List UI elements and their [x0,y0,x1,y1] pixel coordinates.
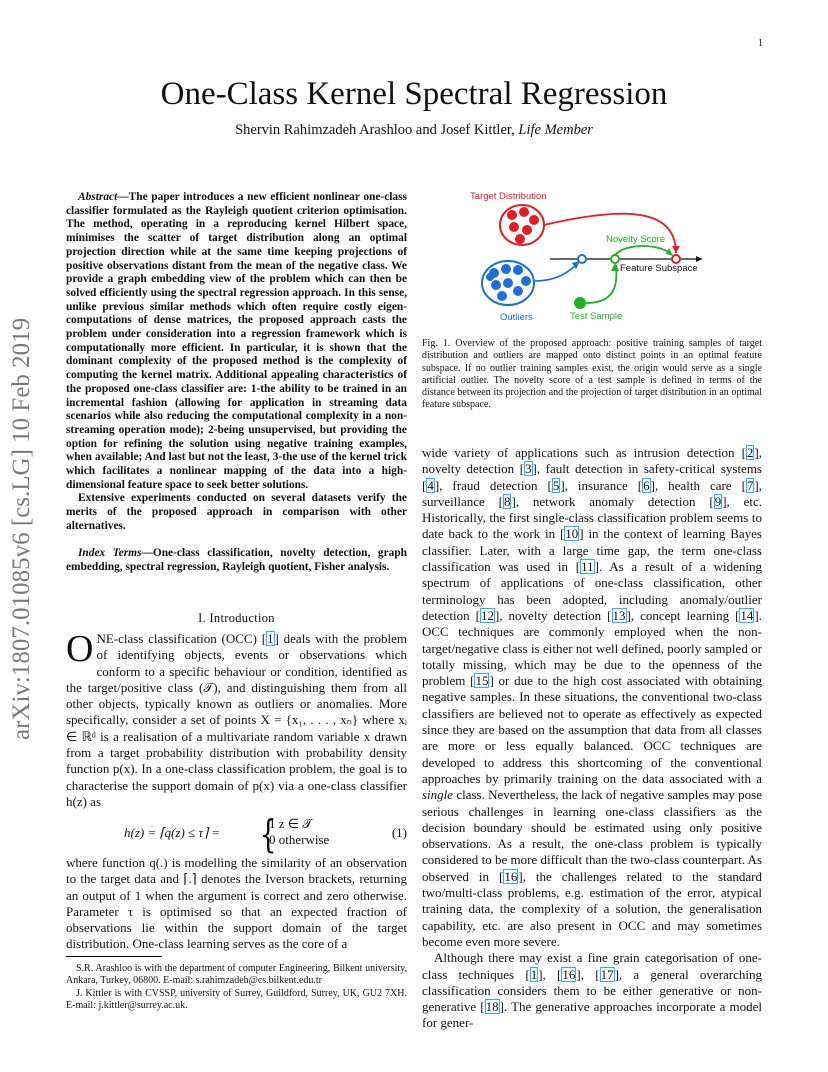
figure-label-subspace: Feature Subspace [620,263,698,274]
test-sample-point [574,297,586,309]
citation-link[interactable]: 13 [612,607,626,623]
intro-paragraph-1: ONE-class classification (OCC) [1] deals with the problem of identifying objects, events or observations which conform to a specific behaviour or condition, identified as the target/positive class (𝒯), and distinguishing them from all other objects, typically known as outliers or anomalies. More specifically, consider a set of points X = {x₁, . . . , xₙ} where xᵢ ∈ ℝᵈ is a realisation of a multivariate random variable x drawn from a target probability distribution with probability density function p(x). In a one-class classification problem, the goal is to characterise the support domain of p(x) via a one-class classifier h(z) as [66,628,408,809]
index-terms [66,547,407,574]
abstract [66,191,407,534]
citation-link[interactable]: 1 [530,966,538,982]
section-heading: I. Introduction [198,611,275,625]
footnote-2: J. Kittler is with CVSSP, university of Surrey, Guildford, Surrey, UK, GU2 7XH. E-mail: j.kittler@surrey.ac.uk. [66,987,407,1011]
index-terms-label: Index Terms [78,547,142,559]
equation-number: (1) [391,825,407,840]
equation-lhs: h(z) = ⌈q(z) ≤ τ⌉ = [124,825,221,840]
intro-text: NE-class classification (OCC) [96,631,262,646]
citation-link[interactable]: 5 [552,477,560,493]
citation-link[interactable]: 3 [525,461,532,477]
intro-paragraph-2: where function q(.) is modelling the similarity of an observation to the target data and ⌈.⌉ denotes the Iverson brackets, returning an output of 1 when the argument is correct and zero otherwise. Parameter τ is optimised so that an expected fraction of observations lie within the support domain of the target distribution. One-class learning serves as the core of a [66,855,407,952]
abstract-label: Abstract [78,191,118,203]
abstract-text: —The paper introduces a new efficient nonlinear one-class classifier formulated as the Rayleigh quotient criterion optimisation. The method, operating in a reproducing kernel Hilbert space, minimises the scatter of target distribution along an optimal projection direction while at the same time keeping projections of positive observations distant from the mean of the negative class. We provide a graph embedding view of the problem which can then be solved efficiently using the spectral regression approach. In this sense, unlike previous similar methods which often require costly eigen-computations of dense matrices, the proposed approach casts the problem under consideration into a regression framework which is computationally more efficient. In particular, it is shown that the dominant complexity of the proposed method is the complexity of computing the kernel matrix. Additional appealing characteristics of the proposed one-class classifier are: 1-the ability to be trained in an incremental fashion (allowing for application in streaming data scenarios while also reducing the computational complexity in a non-streaming operation mode); 2-being unsupervised, but providing the option for refining the solution using negative training examples, when available; And last but not the least, 3-the use of the kernel trick which facilitates a nonlinear mapping of the data into a high-dimensional feature space to seek better solutions. [66,191,407,491]
figure-label-test: Test Sample [570,311,623,322]
citation-link[interactable]: 9 [714,493,722,509]
outlier-points [486,264,531,301]
figure-1 [440,185,760,335]
citation-link[interactable]: 16 [562,966,576,982]
target-projection [672,255,680,263]
index-terms-text: —One-class classification, novelty detection, graph embedding, spectral regression, Rayleigh quotient, Fisher analysis. [66,547,407,573]
citation-link[interactable]: 18 [485,999,499,1015]
abstract-text-2: Extensive experiments conducted on several datasets verify the merits of the proposed approach in comparison with other alternatives. [66,492,407,532]
author-line [0,122,828,139]
paper-title: One-Class Kernel Spectral Regression [160,76,668,112]
equation-case-1: 1 z ∈ 𝒯 [269,816,313,831]
equation-brace: { [259,812,277,856]
footnote-1: S.R. Arashloo is with the department of computer Engineering, Bilkent university, Ankara, Turkey, 06800. E-mail: s.rahimzadeh@cs.bilkent.edu.tr [66,963,407,987]
citation-link[interactable]: 16 [504,868,518,884]
page-number: 1 [758,38,763,49]
equation-case-2: 0 otherwise [269,832,330,847]
citation-link[interactable]: 4 [427,477,434,493]
right-column [422,445,762,1032]
intro-text: deals with the problem of identifying objects, events or observations which conform to a specific behaviour or condition, identified as the target/positive class (𝒯), and distinguishing them from all other objects, typically known as outliers or anomalies. More specifically, consider a set of points X = {x₁, . . . , xₙ} where xᵢ ∈ ℝᵈ is a realisation of a multivariate random variable x drawn from a target probability distribution with probability density function p(x). In a one-class classification problem, the goal is to characterise the support domain of p(x) via a one-class classifier h(z) as [66,631,408,809]
figure-label-novelty: Novelty Score [606,234,666,245]
citation-link[interactable]: 6 [643,477,650,493]
citation-link[interactable]: 2 [746,445,754,460]
citation-link[interactable]: 1 [267,631,274,646]
right-paragraph-2: Although there may exist a fine grain categorisation of one-class techniques [1], [16], [17], a general overarching classification considers them to be either generative or non-generative [18]. The generative approaches incorporate a model for gener- [422,950,763,1031]
citation-link[interactable]: 14 [740,607,754,623]
test-projection [611,255,619,263]
right-paragraph-1: wide variety of applications such as intrusion detection [2], novelty detection [3], fault detection in safety-critical systems [4], fraud detection [5], insurance [6], health care [7], surveillance [8], network anomaly detection [9], etc. Historically, the first single-class classification problem seems to date back to the work in [10] in the context of learning Bayes classifier. Later, with a large time gap, the term one-class classification was used in [11]. As a result of a widening spectrum of applications of one-class classification, other terminology has been adopted, including anomaly/outlier detection [12], novelty detection [13], concept learning [14]. OCC techniques are commonly employed when the non-target/negative class is either not well defined, poorly sampled or totally missing, which may be due to the openness of the problem [15] or due to the high cost associated with obtaining negative samples. In these situations, the conventional two-class classifiers are believed not to operate as effectively as expected since they are based on the assumption that data from all classes are more or less equally balanced. OCC techniques are developed to address this shortcoming of the conventional approaches by primarily training on the data associated with a single class. Nevertheless, the lack of negative samples may pose serious challenges in learning one-class classifiers as the decision boundary should be estimated using only positive observations. As a result, the one-class problem is typically considered to be more difficult than the two-class counterpart. As observed in [16], the challenges related to the standard two/multi-class problems, e.g. estimation of the error, atypical training data, the complexity of a solution, the generalisation capability, etc. are also present in OCC and may sometimes become even more severe. [422,445,763,949]
citation-link[interactable]: 8 [503,493,511,509]
authors: Shervin Rahimzadeh Arashloo and Josef Kittler, [235,122,515,138]
figure-label-target: Target Distribution [470,191,547,202]
citation-link[interactable]: 17 [600,966,614,982]
footnote-rule [66,956,162,957]
author-role: Life Member [518,122,593,138]
citation-link[interactable]: 7 [746,477,754,493]
equation-1 [66,812,407,856]
target-points [507,207,539,244]
citation-link[interactable]: 12 [480,607,494,623]
citation-link[interactable]: 10 [565,526,579,542]
footnotes [66,963,407,1012]
arxiv-identifier: arXiv:1807.01085v6 [cs.LG] 10 Feb 2019 [8,317,35,740]
citation-link[interactable]: 11 [581,559,594,575]
citation-link[interactable]: 15 [475,673,489,689]
figure-caption: Fig. 1. Overview of the proposed approach: positive training samples of target distribution and outliers are mapped onto distinct points in an optimal feature subspace. If no outlier training samples exist, the origin would serve as a single artificial outlier. The novelty score of a test sample is defined in terms of the distance between its projection and the projection of target distribution in an optimal feature subspace. [422,338,762,411]
figure-label-outliers: Outliers [500,312,533,323]
dropcap: O [66,628,94,670]
